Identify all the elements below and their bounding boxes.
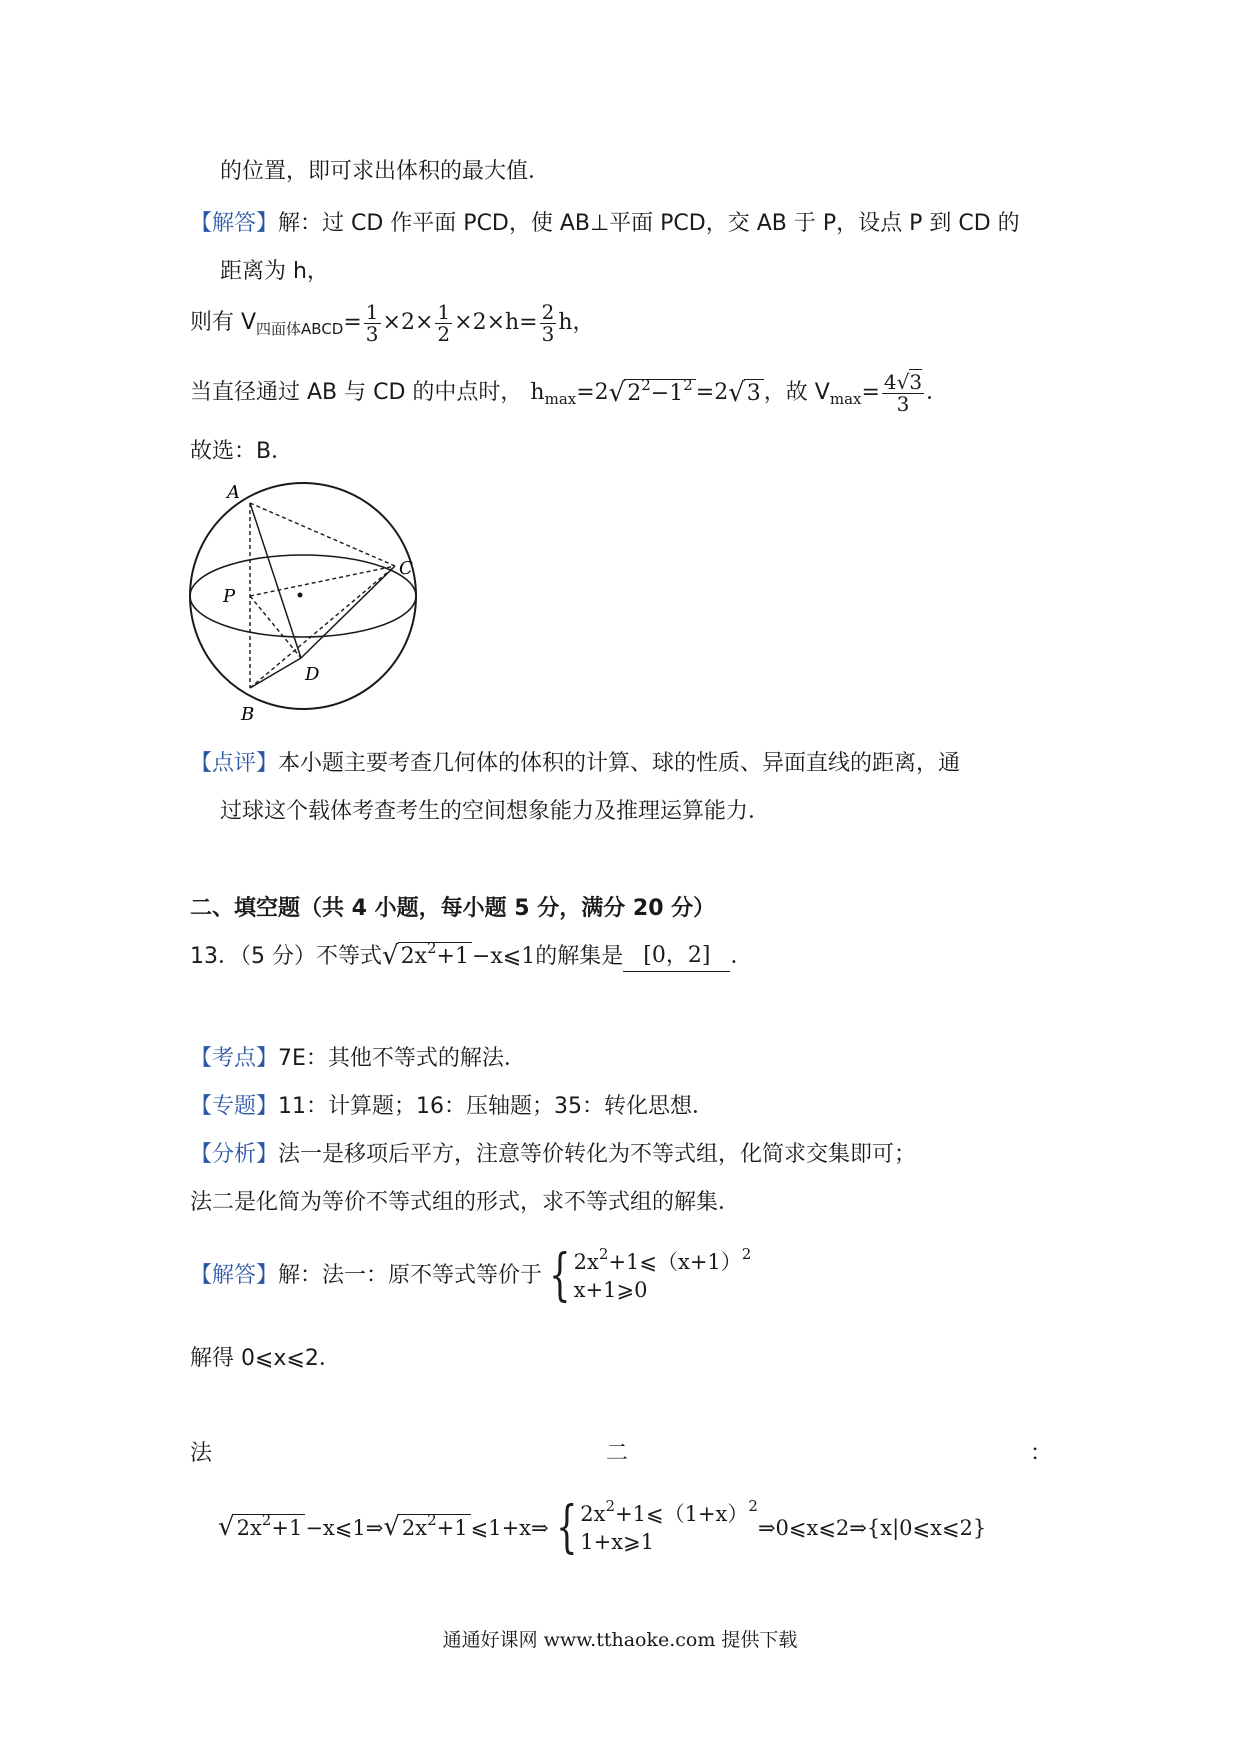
question-end: ． <box>730 943 753 969</box>
radicand-sup-2: 2 <box>683 375 693 394</box>
radicand-a: 2x <box>401 1516 428 1541</box>
radical-sign: √ <box>896 370 910 394</box>
frac-den: 3 <box>896 392 910 416</box>
chain-mid-1: −x⩽1⇒ <box>305 1515 384 1540</box>
radicand-b: +1 <box>271 1516 303 1541</box>
method-2-chain <box>218 1495 987 1561</box>
radicand-sup: 2 <box>261 1511 272 1530</box>
kaodian-tag: 【考点】 <box>190 1046 279 1071</box>
segment-PD <box>250 596 301 658</box>
comment-line-2: 过球这个载体考查考生的空间想象能力及推理运算能力． <box>220 799 771 824</box>
hmax-h: h <box>530 380 545 406</box>
choice-answer: 故选：B． <box>190 439 294 464</box>
question-13-stem <box>190 940 752 974</box>
edge-BD <box>250 658 301 688</box>
fenxi-line-1 <box>190 1141 916 1170</box>
sys-sup: 2 <box>748 1497 758 1515</box>
fraction-two-thirds <box>540 302 557 345</box>
volume-mid-1: ×2× <box>382 310 434 336</box>
fraction-one-third <box>364 302 381 345</box>
radical-sign: √ <box>383 1512 400 1543</box>
inequality-rest: −x⩽1 <box>471 943 536 969</box>
analysis-continuation: 的位置，即可求出体积的最大值． <box>220 159 551 184</box>
question-mid: 的解集是 <box>535 943 624 969</box>
radicand-b: +1 <box>436 1516 468 1541</box>
zhuanti-line <box>190 1093 714 1122</box>
sys-term: +1⩽（1+x） <box>615 1502 749 1526</box>
volume-prefix: 则有 V <box>190 310 257 336</box>
system-2-line-2: 1+x⩾1 <box>580 1530 655 1555</box>
radicand-minus: −1 <box>650 380 684 406</box>
sys-term: 2x <box>573 1250 599 1274</box>
volume-mid-2: ×2×h= <box>454 310 538 336</box>
vmax-eq: = <box>861 380 880 406</box>
method-2-er: 二 <box>606 1441 629 1466</box>
kaodian-text: 7E：其他不等式的解法． <box>278 1046 526 1071</box>
hmax-eq-1: =2 <box>576 380 609 406</box>
vmax-subscript: max <box>829 389 862 408</box>
solution-tag: 【解答】 <box>190 211 279 236</box>
fraction-one-half <box>435 302 452 345</box>
radicand-base: 2 <box>627 380 642 406</box>
frac-den: 3 <box>541 322 555 346</box>
edge-CD <box>301 566 395 658</box>
fenxi-tag: 【分析】 <box>190 1142 279 1167</box>
frac-num: 1 <box>437 300 451 324</box>
solution-line-1 <box>190 210 1020 239</box>
solution-method-1 <box>190 1243 752 1309</box>
solution-prefix: 解：法一：原不等式等价于 <box>278 1263 543 1289</box>
comment-text: 本小题主要考查几何体的体积的计算、球的性质、异面直线的距离，通 <box>278 751 961 776</box>
hmax-formula <box>190 372 948 415</box>
hmax-eq-2: =2 <box>695 380 729 406</box>
radicand-2: 3 <box>744 379 764 409</box>
hmax-prefix: 当直径通过 AB 与 CD 的中点时， <box>190 380 523 406</box>
frac-num: 1 <box>365 300 379 324</box>
method-2-colon: ： <box>1030 1441 1053 1466</box>
radical-sign: √ <box>728 377 745 408</box>
label-P: P <box>223 586 236 607</box>
radicand-sup: 2 <box>427 1511 437 1530</box>
chain-mid-2: ⩽1+x⇒ <box>470 1515 549 1540</box>
fraction-vmax <box>882 372 924 415</box>
vmax-prefix: ，故 V <box>763 380 830 406</box>
sphere-tetrahedron-figure <box>185 478 425 723</box>
question-prefix: 13．（5 分）不等式 <box>190 943 382 969</box>
inequality-system-1 <box>573 1245 752 1305</box>
page-footer: 通通好课网 www.tthaoke.com 提供下载 <box>442 1629 798 1651</box>
answer-blank: [0，2] <box>623 942 730 972</box>
solution-tag: 【解答】 <box>190 1263 279 1289</box>
kaodian-line <box>190 1045 526 1074</box>
radical-sign: √ <box>382 941 399 971</box>
method-2-fa: 法 <box>190 1441 213 1466</box>
radicand-a: 2x <box>400 944 427 970</box>
sys-term: +1⩽（x+1） <box>608 1250 742 1274</box>
chain-end: ⇒0⩽x⩽2⇒{x|0⩽x⩽2} <box>757 1515 987 1540</box>
sys-sup: 2 <box>741 1245 752 1263</box>
inequality-system-2 <box>580 1497 758 1557</box>
volume-end: h， <box>558 310 595 336</box>
solution-result: 解得 0⩽x⩽2． <box>190 1346 341 1371</box>
zhuanti-text: 11：计算题；16：压轴题；35：转化思想． <box>278 1094 714 1119</box>
radical-sign: √ <box>218 1512 235 1543</box>
radicand <box>398 939 472 972</box>
label-D: D <box>305 664 320 685</box>
edge-BC <box>250 566 395 688</box>
vmax-end: ． <box>926 380 949 406</box>
system-2-line-1 <box>580 1497 758 1528</box>
frac-num <box>882 372 924 394</box>
zhuanti-tag: 【专题】 <box>190 1094 279 1119</box>
comment-tag: 【点评】 <box>190 751 279 776</box>
chain-radicand-1 <box>234 1511 306 1542</box>
sys-sup: 2 <box>605 1497 616 1515</box>
frac-den: 2 <box>437 322 451 346</box>
volume-formula <box>190 302 595 345</box>
chain-radicand-2 <box>399 1511 471 1542</box>
fenxi-text: 法一是移项后平方，注意等价转化为不等式组，化简求交集即可； <box>278 1142 917 1167</box>
sphere-center-point <box>298 593 303 598</box>
radicand-sup: 2 <box>641 375 651 394</box>
sys-sup: 2 <box>598 1245 609 1263</box>
solution-text: 解：过 CD 作平面 PCD，使 AB⊥平面 PCD，交 AB 于 P，设点 P 到 CD 的 <box>278 211 1020 236</box>
radicand-b: +1 <box>436 944 469 970</box>
system-1-line-1 <box>573 1245 752 1276</box>
frac-num: 2 <box>541 300 555 324</box>
edge-AD <box>250 503 301 658</box>
label-A: A <box>227 482 240 503</box>
comment-line-1 <box>190 750 960 779</box>
radicand-1 <box>624 375 696 409</box>
frac-num-coef: 4 <box>883 370 897 394</box>
frac-num-radicand: 3 <box>909 370 923 394</box>
radicand-a: 2x <box>236 1516 262 1541</box>
volume-subscript: 四面体ABCD <box>256 319 344 338</box>
equals-sign: = <box>343 310 362 336</box>
radical-sign: √ <box>608 377 626 408</box>
label-C: C <box>399 558 413 579</box>
radicand-sup: 2 <box>426 939 437 958</box>
brace: { <box>555 1495 578 1561</box>
section-heading: 二、填空题（共 4 小题，每小题 5 分，满分 20 分） <box>190 896 716 921</box>
frac-den: 3 <box>365 322 379 346</box>
fenxi-line-2: 法二是化简为等价不等式组的形式，求不等式组的解集． <box>190 1190 741 1215</box>
label-B: B <box>241 704 255 723</box>
brace: { <box>549 1243 571 1309</box>
hmax-subscript: max <box>544 389 577 408</box>
sys-term: 2x <box>580 1502 606 1526</box>
solution-line-2: 距离为 h， <box>220 259 329 284</box>
system-1-line-2: x+1⩾0 <box>573 1278 648 1303</box>
